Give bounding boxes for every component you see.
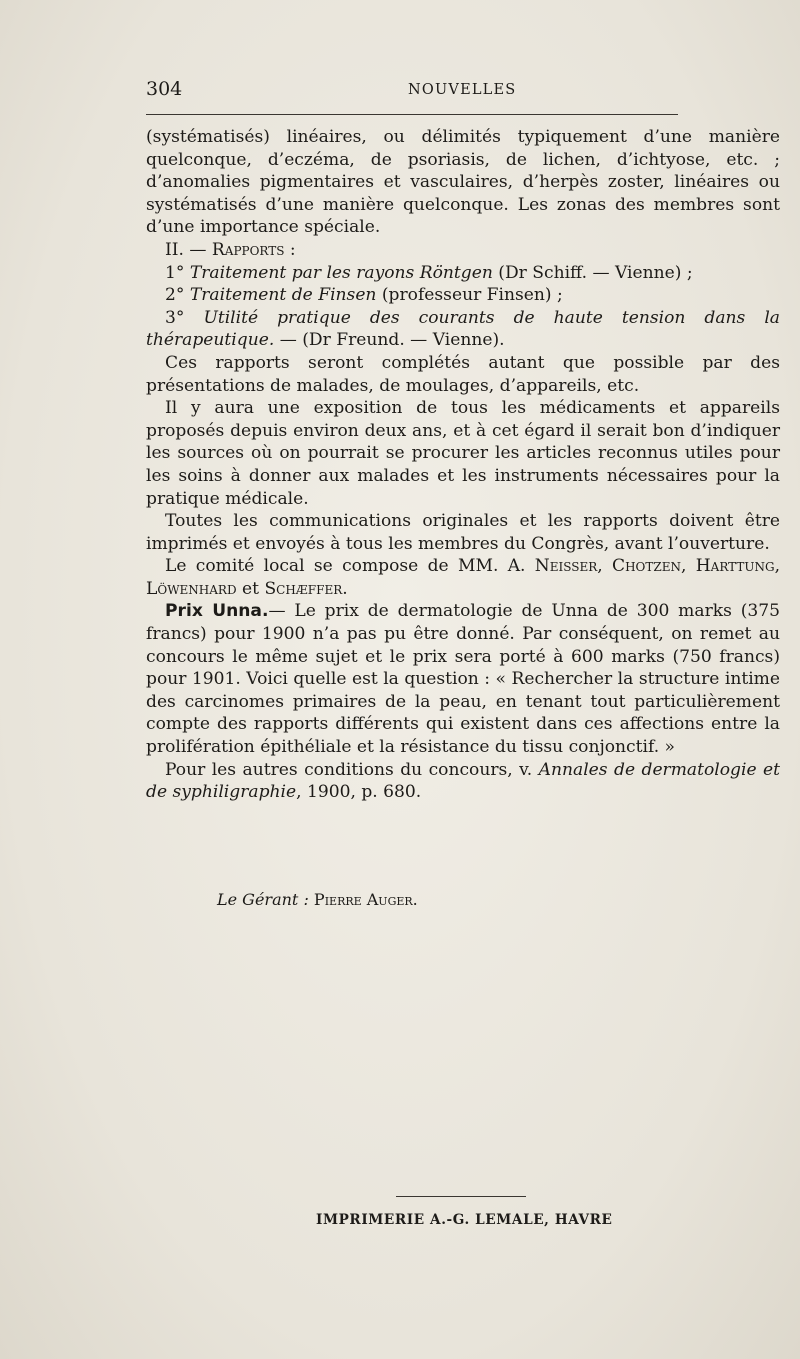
paragraph-exhibition: Il y aura une exposition de tous les médicaments et appareils proposés depuis environ deux ans, et à cet égard il serait bon d’indiquer les sources où on pourrait se procurer les articles reconnus utiles pour les soins à donner aux malades et les instruments nécessaires pour la pratique médicale. bbox=[146, 398, 780, 509]
report-item-2: 2° Traitement de Finsen (professeur Finsen) ; bbox=[165, 285, 563, 306]
paragraph-conditions: Pour les autres conditions du concours, v. Annales de dermatologie et de syphiligraphie, 1900, p. 680. bbox=[146, 759, 780, 803]
page-number: 304 bbox=[146, 78, 183, 100]
article-body bbox=[146, 126, 780, 804]
prize-name: Prix Unna. bbox=[165, 601, 269, 622]
report-title-1: Traitement par les rayons Röntgen bbox=[189, 262, 493, 283]
printer-imprint: IMPRIMERIE A.-G. LEMALE, HAVRE bbox=[316, 1212, 613, 1228]
section-title: Rapports bbox=[211, 239, 285, 260]
section-heading: II. — Rapports : bbox=[165, 239, 296, 260]
committee-names: Neisser, Chotzen, Harttung, Löwenhard bbox=[146, 556, 781, 599]
signature: Le Gérant : Pierre Auger. bbox=[217, 890, 418, 909]
header-rule bbox=[146, 114, 678, 115]
paragraph-reports: Ces rapports seront complétés autant que possible par des présentations de malades, de moulages, d’appareils, etc. bbox=[146, 352, 780, 396]
paragraph-prize: Prix Unna.— Le prix de dermatologie de Unna de 300 marks (375 francs) pour 1900 n’a pas pu être donné. Par conséquent, on remet au concours le même sujet et le prix sera porté à 600 marks (750 francs) pour 1901. Voici quelle est la question : « Rechercher la structure intime des carcinomes primaires de la peau, en tenant tout particulièrement compte des rapports différents qui existent dans ces affections entre la prolifération épithéliale et la résistance du tissu conjonctif. » bbox=[146, 601, 780, 758]
signature-name: Pierre Auger bbox=[313, 890, 413, 909]
running-title: NOUVELLES bbox=[408, 82, 517, 98]
paragraph-continuation: (systématisés) linéaires, ou délimités typiquement d’une manière quelconque, d’eczéma, de psoriasis, de lichen, d’ichtyose, etc. ; d’anomalies pigmentaires et vasculaires, d’herpès zoster, linéaires ou systématisés d’une manière quelconque. Les zonas des membres sont d’une importance spéciale. bbox=[146, 127, 780, 238]
page-header bbox=[146, 78, 780, 106]
report-item-3: 3° Utilité pratique des courants de haute tension dans la thérapeutique. — (Dr Freund. — Vienne). bbox=[146, 307, 780, 351]
committee-last-name: Schæffer bbox=[264, 578, 343, 599]
report-title-2: Traitement de Finsen bbox=[189, 285, 377, 306]
journal-title: Annales de dermatologie et de syphiligraphie bbox=[146, 759, 780, 803]
report-item-1: 1° Traitement par les rayons Röntgen (Dr Schiff. — Vienne) ; bbox=[165, 262, 693, 283]
report-title-3: Utilité pratique des courants de haute tension dans la thérapeutique. bbox=[146, 307, 780, 351]
paragraph-communications: Toutes les communications originales et les rapports doivent être imprimés et envoyés à tous les membres du Congrès, avant l’ouverture. bbox=[146, 511, 780, 554]
signature-label: Le Gérant : bbox=[217, 890, 309, 909]
imprint-rule bbox=[396, 1196, 526, 1197]
paragraph-committee: Le comité local se compose de MM. A. Neisser, Chotzen, Harttung, Löwenhard et Schæffer. bbox=[146, 556, 781, 599]
